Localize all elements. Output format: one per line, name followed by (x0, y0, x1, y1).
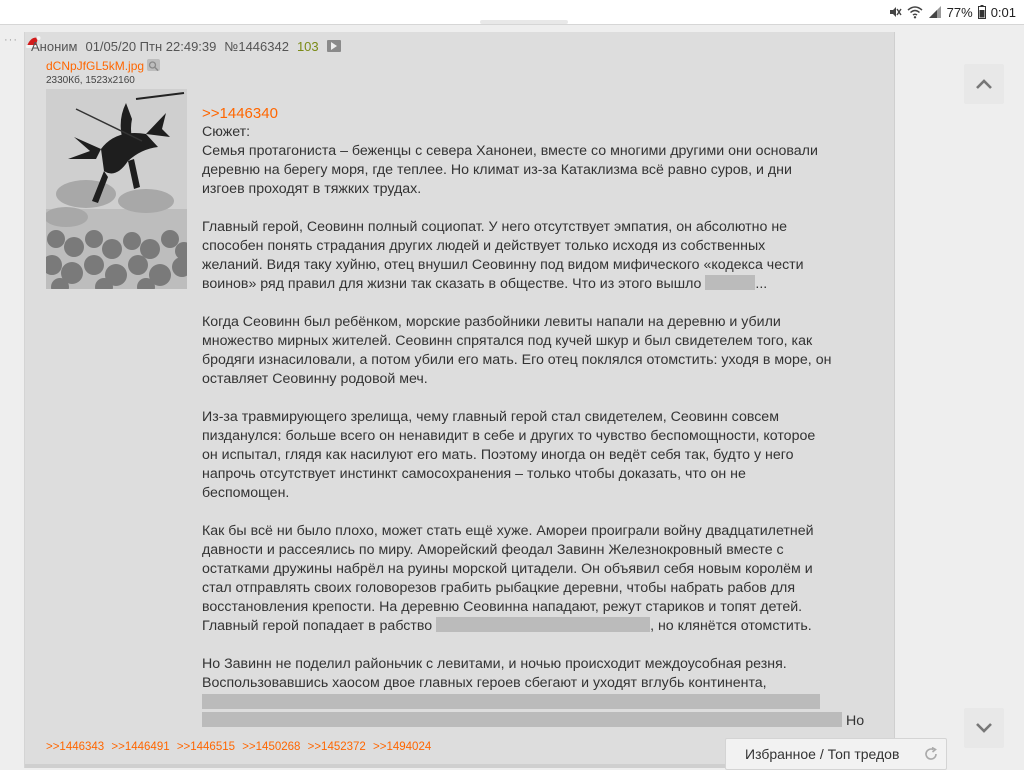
clock: 0:01 (990, 4, 1016, 20)
text-line: давности и рассеялись по миру. Аморейский феодал Завинн Железнокровный вместе с (202, 542, 784, 558)
signal-icon (928, 5, 942, 19)
text-line: Как бы всё ни было плохо, может стать ещё хуже. Амореи проиграли войну двадцатилетней (202, 523, 814, 539)
post-body (202, 104, 882, 731)
text-line: множество мирных жителей. Сеовинн спрятался под кучей шкур и был свидетелем того, как (202, 333, 813, 349)
status-bar (0, 0, 1024, 25)
text-line: он испытал, глядя как насилуют его мать. Поэтому иногда он ведёт себя так, будто у него (202, 447, 794, 463)
paragraph (202, 408, 882, 503)
post-thumbnail[interactable] (46, 89, 187, 289)
text-line: , но клянётся отомстить. (650, 618, 812, 634)
post-number[interactable]: №1446342 (224, 38, 289, 54)
text-line: изгоев проходят в тяжких трудах. (202, 181, 422, 197)
text-line: воинов» ряд правил для жизни так сказать в обществе. Что из этого вышло (202, 276, 706, 292)
chevron-down-icon (975, 722, 993, 734)
reply-backlink[interactable]: >>1494024 (373, 741, 432, 753)
scroll-down-button[interactable] (964, 708, 1004, 748)
paragraph (202, 123, 882, 199)
text-line: восстановления крепости. На деревню Сеовинна нападают, режут стариков и топят детей. (202, 599, 803, 615)
chevron-up-icon (975, 78, 993, 90)
reply-link[interactable]: >>1446340 (202, 105, 278, 122)
paragraph (202, 313, 882, 389)
text-line: Но (845, 713, 865, 729)
text-line: способен понять страдания других людей и действует только исходя из собственных (202, 238, 766, 254)
text-line: Когда Сеовинн был ребёнком, морские разбойники левиты напали на деревню и убили (202, 314, 781, 330)
reply-backlink[interactable]: >>1450268 (242, 741, 301, 753)
text-line: Из-за травмирующего зрелища, чему главный герой стал свидетелем, Сеовинн совсем (202, 409, 779, 425)
spoiler[interactable] (202, 712, 842, 727)
battery-icon (978, 5, 986, 19)
reply-backlink[interactable]: >>1446343 (46, 741, 105, 753)
battery-percent: 77% (946, 4, 973, 20)
text-line: оставляет Сеовинну родовой меч. (202, 371, 428, 387)
text-line: стал отправлять своих головорезов грабить рыбацкие деревни, чтобы набрать рабов для (202, 580, 796, 596)
favorites-label[interactable]: Избранное / Топ тредов (745, 746, 900, 762)
reply-backlink[interactable]: >>1446491 (111, 741, 170, 753)
text-line: Главный герой, Сеовинн полный социопат. У него отсутствует эмпатия, он абсолютно не (202, 219, 788, 235)
text-line: остатками дружины набрёл на руины морской цитадели. Он объявил себя новым королём и (202, 561, 813, 577)
paragraph (202, 218, 882, 294)
text-line: деревню на берегу моря, где теплее. Но климат из-за Катаклизма всё равно суров, и дни (202, 162, 792, 178)
text-line: бродяги изнасиловали, а потом убили его мать. Его отец поклялся отомстить: уходя в море, он (202, 352, 832, 368)
mute-icon (888, 5, 902, 19)
reply-backlink[interactable]: >>1452372 (307, 741, 366, 753)
favorites-bar[interactable] (725, 738, 947, 770)
post-header (31, 38, 341, 54)
reply-backlink[interactable]: >>1446515 (176, 741, 236, 753)
replies-list (46, 741, 435, 753)
file-meta: 2330Кб, 1523x2160 (46, 75, 135, 86)
text-line: пизданулся: больше всего он ненавидит в себе и других то чувство беспомощности, которое (202, 428, 816, 444)
text-line: желаний. Видя таку хуйню, отец внушил Сеовинну под видом мифического «кодекса чести (202, 257, 804, 273)
post (24, 32, 895, 768)
search-icon[interactable] (147, 59, 160, 71)
play-icon[interactable] (327, 40, 341, 52)
text-line: Сюжет: (202, 124, 251, 140)
drag-handle[interactable] (480, 20, 568, 24)
spoiler[interactable] (202, 694, 820, 709)
more-dots-icon[interactable]: ··· (4, 34, 18, 46)
scroll-up-button[interactable] (964, 64, 1004, 104)
file-name-link[interactable]: dCNpJfGL5kM.jpg (46, 59, 145, 73)
text-line: Воспользовавшись хаосом двое главных героев сбегают и уходят вглубь континента, (202, 675, 767, 691)
post-author: Аноним (31, 38, 78, 54)
text-line: беспомощен. (202, 485, 290, 501)
status-icons (888, 3, 1016, 21)
text-line: ... (755, 276, 768, 292)
text-line: Но Завинн не поделил районьчик с левитами, и ночью происходит междоусобная резня. (202, 656, 787, 672)
text-line: Главный герой попадает в рабство (202, 618, 437, 634)
post-rating: 103 (296, 38, 319, 54)
text-line: Семья протагониста – беженцы с севера Ханонеи, вместе со многими другими они основали (202, 143, 818, 159)
refresh-icon[interactable] (924, 747, 938, 761)
wifi-icon (907, 5, 923, 19)
post-datetime: 01/05/20 Птн 22:49:39 (85, 38, 217, 54)
paragraph (202, 655, 882, 731)
text-line: напрочь отсутствует инстинкт самосохранения – только чтобы доказать, что он не (202, 466, 746, 482)
paragraph (202, 522, 882, 636)
spoiler[interactable] (436, 617, 650, 632)
spoiler[interactable] (705, 275, 755, 290)
